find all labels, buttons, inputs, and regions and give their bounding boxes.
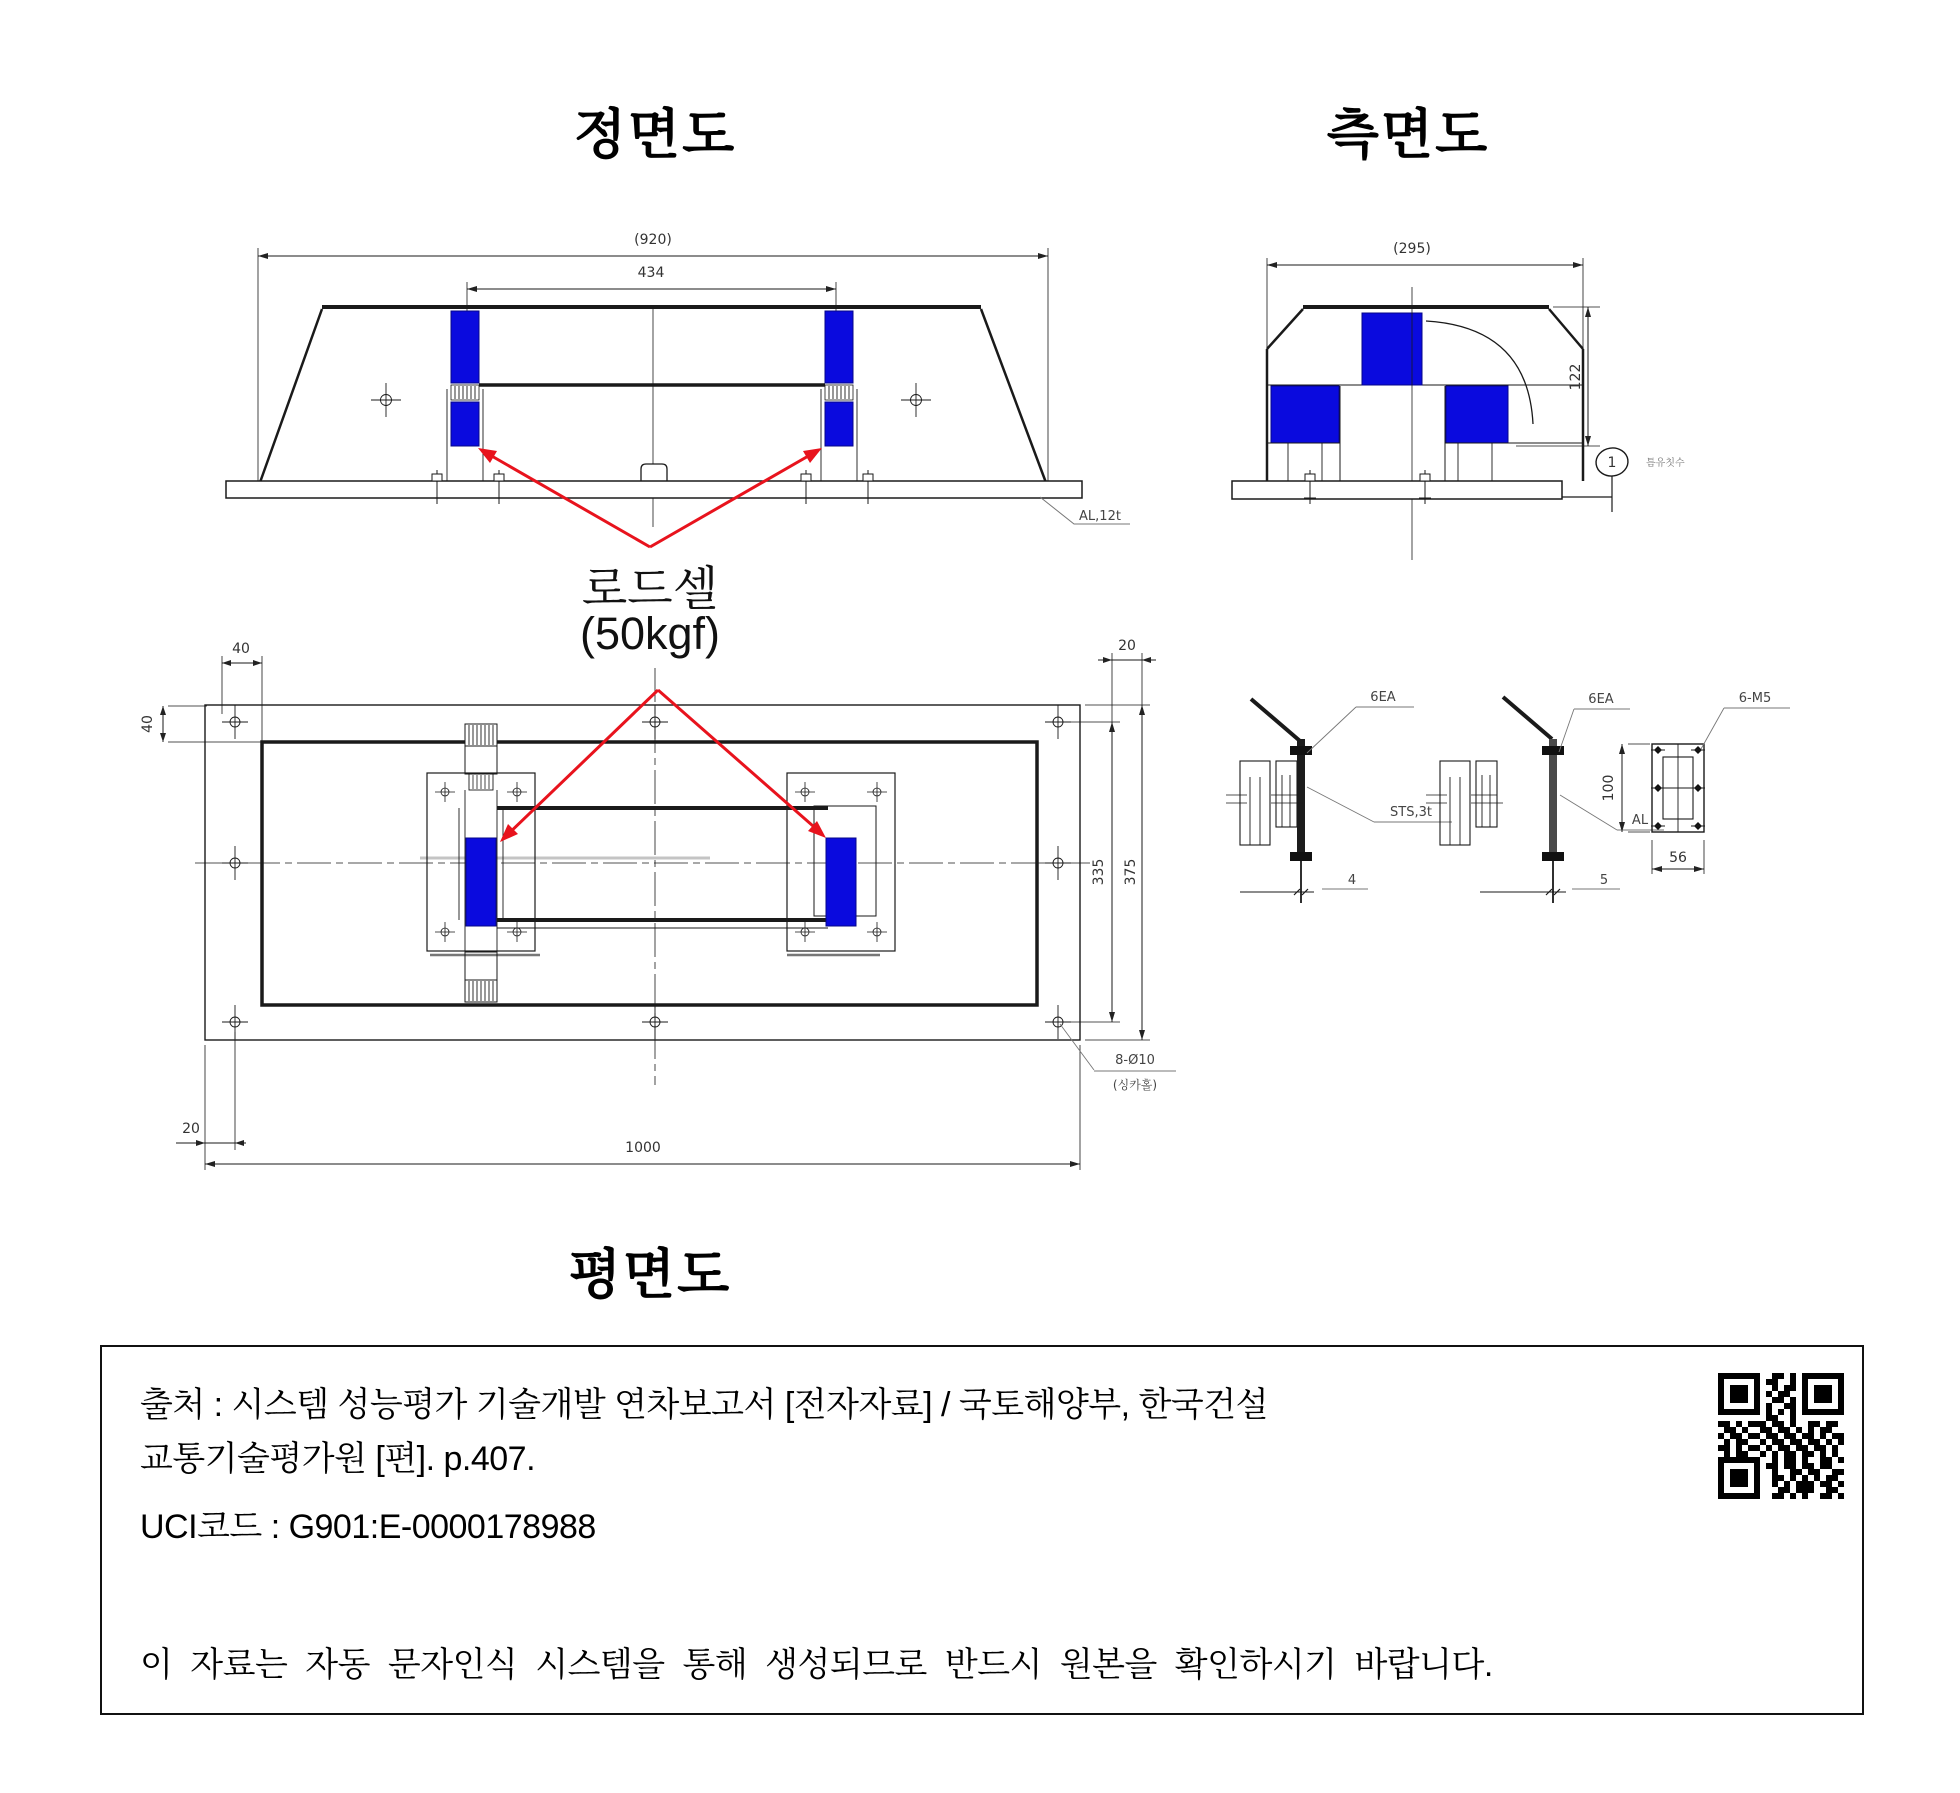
dim-122: 122 bbox=[1568, 363, 1584, 391]
inner-plate bbox=[262, 742, 1037, 1005]
plan-view-title: 평면도 bbox=[568, 1245, 732, 1305]
dim-40-top: 40 bbox=[232, 641, 250, 657]
source-line-1: 출처 : 시스템 성능평가 기술개발 연차보고서 [전자자료] / 국토해양부, 한국건설 bbox=[140, 1386, 1268, 1424]
caption-box bbox=[100, 1345, 1864, 1715]
plate-section bbox=[1549, 739, 1557, 861]
plate-section bbox=[1297, 739, 1305, 859]
load-cell bbox=[1446, 386, 1508, 443]
balloon-note-text: 틈유칫수 bbox=[1646, 458, 1685, 469]
thickness-dim: 4 bbox=[1347, 873, 1357, 888]
dim-20-bottom: 20 bbox=[182, 1121, 200, 1137]
base-plate bbox=[226, 481, 1082, 498]
side-view-title: 측면도 bbox=[1326, 105, 1490, 165]
side-view bbox=[1232, 241, 1685, 560]
front-view-title: 정면도 bbox=[573, 105, 737, 165]
front-view bbox=[226, 232, 1130, 547]
source-line-2: 교통기술평가원 [편]. p.407. bbox=[140, 1440, 536, 1478]
dim-100: 100 bbox=[1601, 774, 1617, 802]
dim-40-left: 40 bbox=[140, 715, 156, 733]
base-plate bbox=[1232, 481, 1562, 499]
dim-920: (920) bbox=[634, 232, 672, 248]
load-cell bbox=[451, 311, 479, 383]
detail-a bbox=[1226, 690, 1452, 903]
load-cell bbox=[1362, 313, 1422, 385]
load-cell bbox=[1271, 386, 1339, 443]
thickness-dim: 5 bbox=[1599, 873, 1609, 888]
material-label-al12t: AL,12t bbox=[1079, 509, 1121, 524]
load-cell bbox=[825, 311, 853, 383]
material-label-sts: STS,3t bbox=[1390, 805, 1432, 820]
dim-434: 434 bbox=[637, 265, 665, 281]
material-label-al: AL bbox=[1631, 813, 1649, 828]
loadcell-callout-arrows bbox=[500, 690, 826, 842]
count-label: 6EA bbox=[1370, 690, 1396, 705]
right-loadcell-assembly bbox=[787, 773, 895, 951]
loadcell-callout-line1: 로드셀 bbox=[581, 562, 719, 615]
detail-c bbox=[1601, 691, 1790, 874]
load-cell bbox=[451, 402, 479, 446]
balloon-callout bbox=[1562, 446, 1685, 512]
hole-spec-label: 8-Ø10 bbox=[1115, 1053, 1155, 1068]
dim-56: 56 bbox=[1669, 850, 1687, 866]
ocr-notice-line: 이 자료는 자동 문자인식 시스템을 통해 생성되므로 반드시 원본을 확인하시기 바랍니다. bbox=[140, 1646, 1493, 1684]
load-cell bbox=[466, 838, 496, 926]
dim-1000: 1000 bbox=[625, 1140, 661, 1156]
detail-b bbox=[1426, 692, 1664, 903]
dim-335: 335 bbox=[1091, 858, 1107, 886]
mounting-hole-crosshairs bbox=[222, 705, 1071, 1039]
dim-375: 375 bbox=[1123, 858, 1139, 886]
dim-295: (295) bbox=[1393, 241, 1431, 257]
qr-code bbox=[1718, 1373, 1844, 1499]
uci-code-line: UCI코드 : G901:E-0000178988 bbox=[140, 1508, 596, 1546]
plan-view bbox=[140, 638, 1176, 1170]
outer-plate bbox=[205, 705, 1080, 1040]
hole-spec-sublabel: (싱카홀) bbox=[1112, 1078, 1158, 1092]
loadcell-callout-line2: (50kgf) bbox=[579, 608, 721, 659]
balloon-number: 1 bbox=[1607, 455, 1617, 471]
count-label: 6EA bbox=[1588, 692, 1614, 707]
dim-20-topright: 20 bbox=[1118, 638, 1136, 654]
load-cell bbox=[825, 402, 853, 446]
load-cell bbox=[826, 838, 856, 926]
bolt-spec-label: 6-M5 bbox=[1738, 691, 1772, 706]
